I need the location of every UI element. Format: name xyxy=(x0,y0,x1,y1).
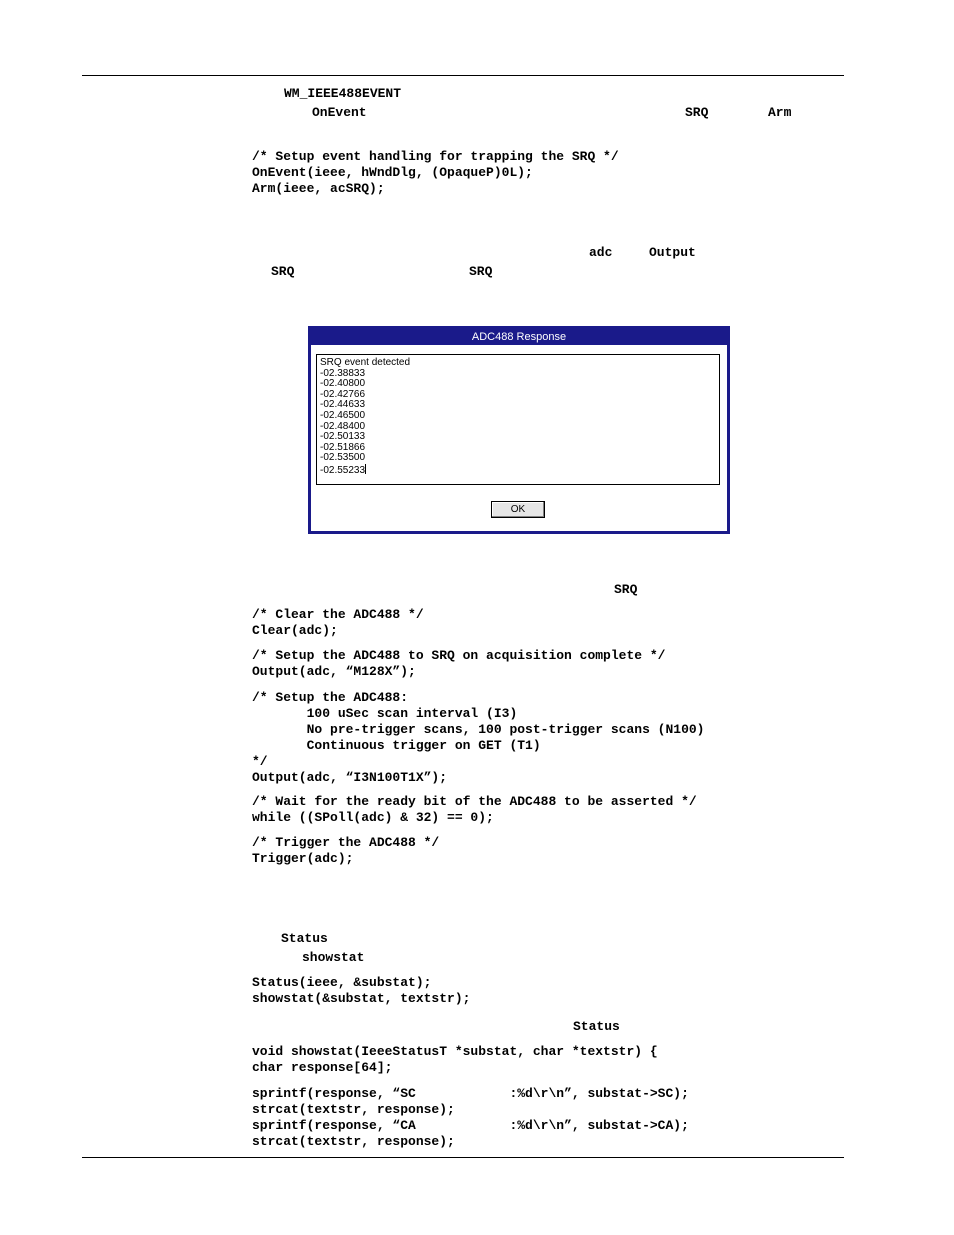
list-item: -02.46500 xyxy=(320,409,366,421)
dialog-title: ADC488 Response xyxy=(311,329,727,345)
code-line: Output(adc, “I3N100T1X”); xyxy=(252,770,448,785)
status-text: Status xyxy=(573,1019,620,1034)
code-line: Continuous trigger on GET (T1) xyxy=(252,738,541,753)
code-line: /* Setup the ADC488: xyxy=(252,690,409,705)
trigger-code xyxy=(252,835,439,867)
list-item: -02.53500 xyxy=(320,452,366,464)
adc488-response-dialog xyxy=(308,326,730,534)
showstat-def-code xyxy=(252,1044,658,1076)
list-item: -02.50133 xyxy=(320,431,366,443)
code-line: Status(ieee, &substat); xyxy=(252,975,432,990)
list-item: -02.44633 xyxy=(320,399,366,411)
onevent-text: OnEvent xyxy=(312,105,367,120)
list-item: -02.38833 xyxy=(320,367,366,379)
code-line: Output(adc, “M128X”); xyxy=(252,664,416,679)
setup-adc-code xyxy=(252,690,704,786)
code-line: sprintf(response, “CA :%d\r\n”, substat->CA); xyxy=(252,1118,689,1133)
code-line: */ xyxy=(252,754,268,769)
list-item: -02.51866 xyxy=(320,441,366,453)
code-line: /* Clear the ADC488 */ xyxy=(252,607,424,622)
showstat-text: showstat xyxy=(302,950,365,965)
arm-text: Arm xyxy=(768,105,792,120)
code-line: /* Setup event handling for trapping the SRQ */ xyxy=(252,149,619,164)
srq-text: SRQ xyxy=(469,264,493,279)
code-line: sprintf(response, “SC :%d\r\n”, substat->SC); xyxy=(252,1086,689,1101)
code-line: showstat(&substat, textstr); xyxy=(252,991,471,1006)
list-item-last xyxy=(320,464,719,475)
event-setup-code xyxy=(252,149,619,197)
code-line: /* Setup the ADC488 to SRQ on acquisition complete */ xyxy=(252,648,666,663)
list-item: -02.48400 xyxy=(320,420,366,432)
code-line: /* Trigger the ADC488 */ xyxy=(252,835,440,850)
code-line: /* Wait for the ready bit of the ADC488 to be asserted */ xyxy=(252,794,697,809)
code-line: strcat(textstr, response); xyxy=(252,1134,455,1149)
code-line: Trigger(adc); xyxy=(252,851,354,866)
wm-ieee488event-text: WM_IEEE488EVENT xyxy=(284,86,402,101)
srq-text: SRQ xyxy=(271,264,295,279)
code-line: Arm(ieee, acSRQ); xyxy=(252,181,385,196)
list-item: -02.55233 xyxy=(320,464,366,476)
code-line: void showstat(IeeeStatusT *substat, char *textstr) { xyxy=(252,1044,658,1059)
text-caret xyxy=(365,464,366,474)
srq-text: SRQ xyxy=(614,582,638,597)
setup-srq-code xyxy=(252,648,665,680)
sprintf-code xyxy=(252,1086,689,1150)
code-line: strcat(textstr, response); xyxy=(252,1102,455,1117)
header-rule xyxy=(82,75,844,76)
adc-text: adc xyxy=(589,245,613,260)
code-line: while ((SPoll(adc) & 32) == 0); xyxy=(252,810,494,825)
code-line: char response[64]; xyxy=(252,1060,393,1075)
response-listbox[interactable] xyxy=(316,354,720,485)
clear-code xyxy=(252,607,424,639)
list-item: -02.40800 xyxy=(320,378,366,390)
list-item: SRQ event detected xyxy=(320,357,411,368)
wait-ready-code xyxy=(252,794,697,826)
footer-rule xyxy=(82,1157,844,1158)
status-text: Status xyxy=(281,931,328,946)
list-item: -02.42766 xyxy=(320,388,366,400)
code-line: Clear(adc); xyxy=(252,623,338,638)
output-text: Output xyxy=(649,245,696,260)
code-line: 100 uSec scan interval (I3) xyxy=(252,706,518,721)
code-line: No pre-trigger scans, 100 post-trigger scans (N100) xyxy=(252,722,705,737)
ok-button[interactable]: OK xyxy=(491,501,545,518)
srq-text: SRQ xyxy=(685,105,709,120)
code-line: OnEvent(ieee, hWndDlg, (OpaqueP)0L); xyxy=(252,165,533,180)
status-call-code xyxy=(252,975,470,1007)
